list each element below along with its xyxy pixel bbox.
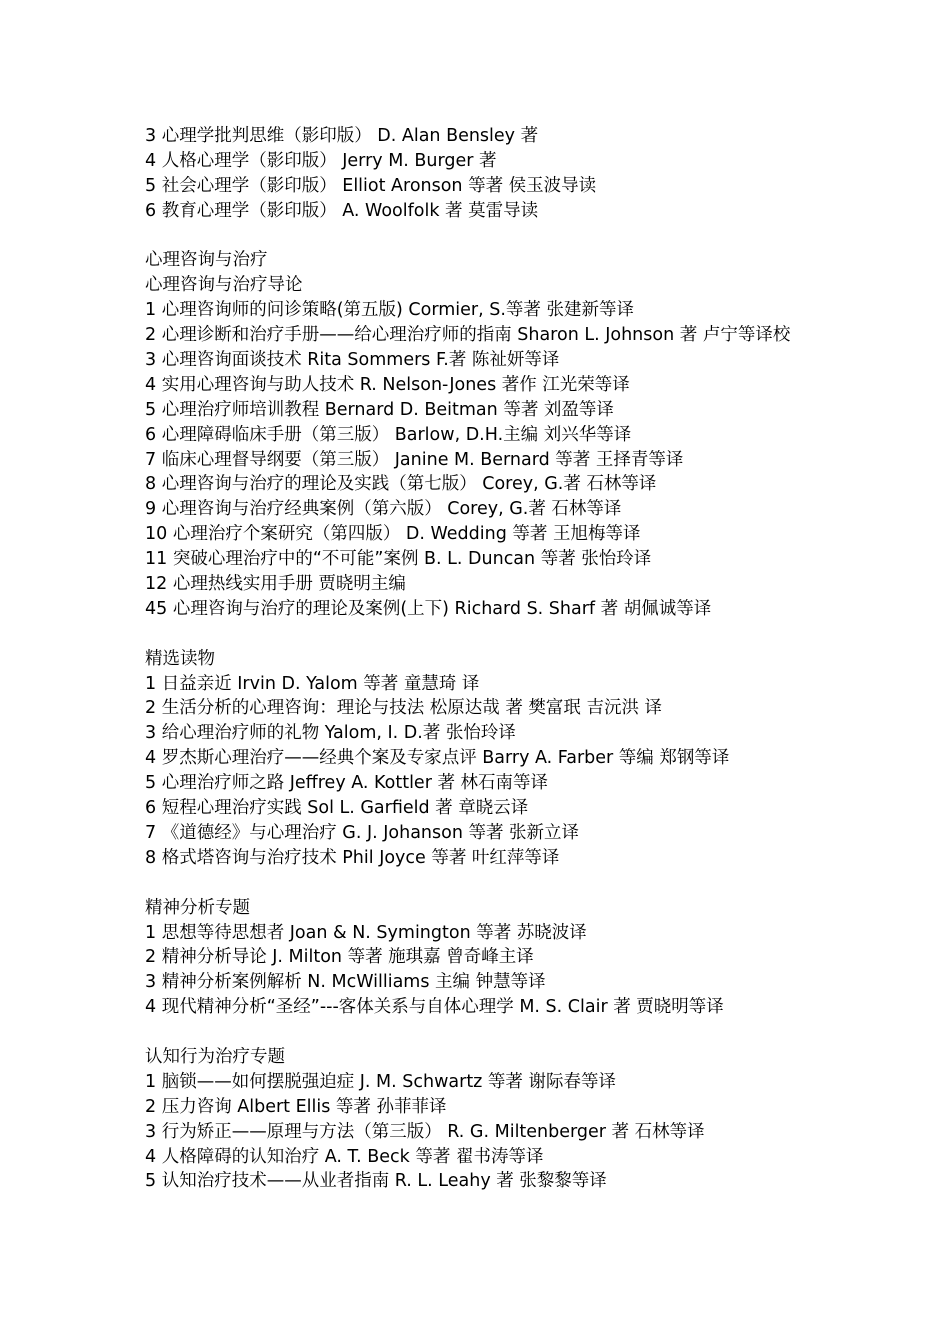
- book-list: [145, 124, 825, 1194]
- book-entry: 5 社会心理学（影印版） Elliot Aronson 等著 侯玉波导读: [145, 175, 597, 196]
- section-heading: 心理咨询与治疗: [145, 250, 268, 271]
- book-entry: 5 心理治疗师培训教程 Bernard D. Beitman 等著 刘盈等译: [145, 399, 614, 420]
- book-entry: 9 心理咨询与治疗经典案例（第六版） Corey, G.著 石林等译: [145, 499, 622, 520]
- book-entry: 7 临床心理督导纲要（第三版） Janine M. Bernard 等著 王择青等译: [145, 449, 684, 470]
- book-entry: 1 日益亲近 Irvin D. Yalom 等著 童慧琦 译: [145, 673, 480, 694]
- book-entry: 3 心理咨询面谈技术 Rita Sommers F.著 陈祉妍等译: [145, 350, 560, 371]
- book-entry: 4 现代精神分析“圣经”---客体关系与自体心理学 M. S. Clair 著 贾晓明等译: [145, 997, 724, 1018]
- book-entry: 6 教育心理学（影印版） A. Woolfolk 著 莫雷导读: [145, 200, 539, 221]
- book-entry: 4 实用心理咨询与助人技术 R. Nelson-Jones 著作 江光荣等译: [145, 374, 630, 395]
- section-heading: 精神分析专题: [145, 897, 250, 918]
- book-entry: 7 《道德经》与心理治疗 G. J. Johanson 等著 张新立译: [145, 822, 580, 843]
- book-entry: 2 压力咨询 Albert Ellis 等著 孙菲菲译: [145, 1096, 447, 1117]
- book-entry: 8 格式塔咨询与治疗技术 Phil Joyce 等著 叶红萍等译: [145, 847, 560, 868]
- section-heading: 认知行为治疗专题: [145, 1046, 285, 1067]
- book-entry: 10 心理治疗个案研究（第四版） D. Wedding 等著 王旭梅等译: [145, 524, 641, 545]
- book-entry: 11 突破心理治疗中的“不可能”案例 B. L. Duncan 等著 张怡玲译: [145, 549, 652, 570]
- book-entry: 12 心理热线实用手册 贾晓明主编: [145, 574, 406, 595]
- book-entry: 3 精神分析案例解析 N. McWilliams 主编 钟慧等译: [145, 972, 546, 993]
- section-heading: 精选读物: [145, 648, 215, 669]
- section-spacer: [145, 224, 825, 249]
- book-entry: 4 人格障碍的认知治疗 A. T. Beck 等著 翟书涛等译: [145, 1146, 544, 1167]
- section-subheading: 心理咨询与治疗导论: [145, 275, 303, 296]
- book-entry: 3 给心理治疗师的礼物 Yalom, I. D.著 张怡玲译: [145, 723, 516, 744]
- section-spacer: [145, 871, 825, 896]
- book-entry: 3 心理学批判思维（影印版） D. Alan Bensley 著: [145, 126, 539, 146]
- book-entry: 4 罗杰斯心理治疗——经典个案及专家点评 Barry A. Farber 等编 郑钢等译: [145, 748, 730, 769]
- book-entry: 5 心理治疗师之路 Jeffrey A. Kottler 著 林石南等译: [145, 773, 549, 794]
- book-entry: 4 人格心理学（影印版） Jerry M. Burger 著: [145, 150, 497, 171]
- book-entry: 3 行为矫正——原理与方法（第三版） R. G. Miltenberger 著 石林等译: [145, 1121, 705, 1142]
- book-entry: 6 短程心理治疗实践 Sol L. Garfield 著 章晓云译: [145, 798, 529, 819]
- book-entry: 45 心理咨询与治疗的理论及案例(上下) Richard S. Sharf 著 胡佩诚等译: [145, 598, 712, 619]
- book-entry: 1 思想等待思想者 Joan & N. Symington 等著 苏晓波译: [145, 922, 587, 943]
- book-entry: 2 心理诊断和治疗手册——给心理治疗师的指南 Sharon L. Johnson 著 卢宁等译校: [145, 325, 791, 346]
- book-entry: 1 脑锁——如何摆脱强迫症 J. M. Schwartz 等著 谢际春等译: [145, 1071, 616, 1092]
- book-entry: 6 心理障碍临床手册（第三版） Barlow, D.H.主编 刘兴华等译: [145, 424, 632, 445]
- section-spacer: [145, 1020, 825, 1045]
- book-entry: 2 精神分析导论 J. Milton 等著 施琪嘉 曾奇峰主译: [145, 947, 534, 968]
- section-spacer: [145, 622, 825, 647]
- book-entry: 1 心理咨询师的问诊策略(第五版) Cormier, S.等著 张建新等译: [145, 300, 634, 321]
- book-entry: 2 生活分析的心理咨询：理论与技法 松原达哉 著 樊富珉 吉沅洪 译: [145, 698, 663, 719]
- book-entry: 5 认知治疗技术——从业者指南 R. L. Leahy 著 张黎黎等译: [145, 1171, 607, 1192]
- book-entry: 8 心理咨询与治疗的理论及实践（第七版） Corey, G.著 石林等译: [145, 474, 657, 495]
